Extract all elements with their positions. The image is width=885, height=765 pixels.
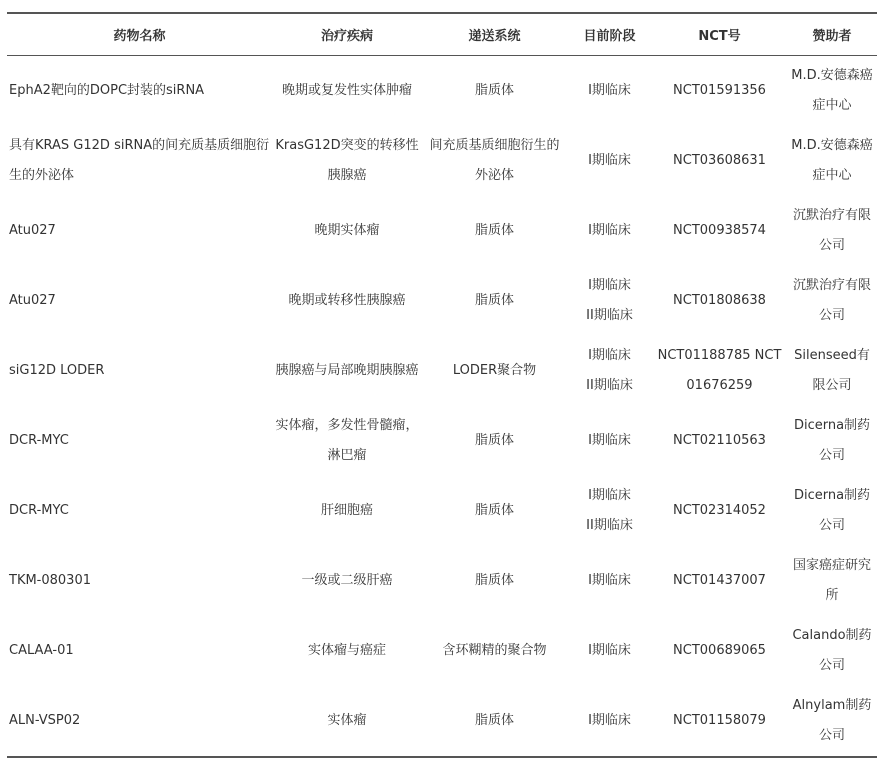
cell-drug-name: [7, 336, 272, 406]
table-row: [7, 476, 877, 546]
cell-disease: [272, 476, 422, 546]
cell-drug-name-text: Atu027: [9, 292, 56, 308]
cell-nct: [652, 616, 787, 686]
cell-disease-text: 晚期或转移性胰腺癌: [288, 292, 406, 308]
cell-drug-name: [7, 55, 272, 126]
cell-disease: [272, 336, 422, 406]
cell-disease-text: KrasG12D突变的转移性胰腺癌: [275, 137, 419, 183]
cell-sponsor-text: M.D.安德森癌症中心: [791, 137, 873, 183]
cell-delivery-system: [422, 686, 567, 757]
cell-delivery-system-text: 脂质体: [474, 572, 514, 588]
cell-delivery-system: [422, 406, 567, 476]
cell-disease: [272, 55, 422, 126]
header-nct: NCT号: [698, 28, 741, 44]
cell-disease: [272, 546, 422, 616]
cell-delivery-system-text: 脂质体: [474, 222, 514, 238]
cell-drug-name: [7, 546, 272, 616]
header-delivery-system: 递送系统: [468, 28, 521, 44]
cell-delivery-system: [422, 55, 567, 126]
cell-drug-name-text: DCR-MYC: [9, 432, 69, 448]
cell-sponsor-text: 国家癌症研究所: [792, 557, 871, 603]
cell-delivery-system-text: 脂质体: [474, 432, 514, 448]
cell-nct: [652, 266, 787, 336]
cell-delivery-system: [422, 546, 567, 616]
cell-disease-text: 一级或二级肝癌: [301, 572, 393, 588]
cell-stage: [567, 476, 652, 546]
table-row: [7, 616, 877, 686]
cell-drug-name-text: CALAA-01: [9, 642, 74, 658]
cell-stage-text: I期临床: [588, 277, 631, 293]
cell-drug-name: [7, 616, 272, 686]
cell-sponsor: [787, 266, 877, 336]
cell-stage: [567, 126, 652, 196]
cell-drug-name: [7, 126, 272, 196]
header-drug-name: 药物名称: [113, 28, 166, 44]
cell-stage-text: I期临床: [588, 572, 631, 588]
cell-delivery-system-text: 含环糊精的聚合物: [442, 642, 547, 658]
cell-stage: [567, 616, 652, 686]
cell-nct-text: NCT01591356: [673, 82, 766, 98]
cell-stage-text: I期临床: [588, 82, 631, 98]
cell-disease-text: 晚期实体瘤: [314, 222, 380, 238]
cell-delivery-system-text: LODER聚合物: [452, 362, 537, 378]
table-row: [7, 336, 877, 406]
cell-sponsor: [787, 196, 877, 266]
cell-disease-text: 胰腺癌与局部晚期胰腺癌: [275, 362, 419, 378]
cell-stage: [567, 55, 652, 126]
cell-nct: [652, 546, 787, 616]
cell-nct-text: NCT01188785 NCT01676259: [657, 347, 782, 393]
cell-drug-name: [7, 266, 272, 336]
cell-stage-text: I期临床: [588, 432, 631, 448]
cell-sponsor: [787, 55, 877, 126]
cell-sponsor: [787, 616, 877, 686]
cell-nct-text: NCT01808638: [673, 292, 766, 308]
cell-delivery-system: [422, 336, 567, 406]
cell-stage-text-2: II期临床: [586, 517, 633, 533]
drug-table: [7, 12, 877, 758]
cell-stage: [567, 336, 652, 406]
cell-nct-text: NCT01158079: [673, 712, 766, 728]
cell-stage: [567, 266, 652, 336]
cell-delivery-system: [422, 476, 567, 546]
cell-sponsor-text: Dicerna制药公司: [793, 487, 871, 533]
cell-stage-text: I期临床: [588, 152, 631, 168]
cell-sponsor: [787, 336, 877, 406]
cell-drug-name-text: Atu027: [9, 222, 56, 238]
cell-sponsor-text: Silenseed有限公司: [794, 347, 870, 393]
cell-nct-text: NCT03608631: [673, 152, 766, 168]
cell-nct-text: NCT02110563: [673, 432, 766, 448]
cell-disease-text: 实体瘤: [327, 712, 367, 728]
cell-drug-name: [7, 686, 272, 757]
cell-drug-name-text: TKM-080301: [9, 572, 91, 588]
cell-stage-text-2: II期临床: [586, 307, 633, 323]
cell-stage-text: I期临床: [588, 347, 631, 363]
cell-nct: [652, 406, 787, 476]
cell-delivery-system-text: 脂质体: [474, 712, 514, 728]
cell-disease-text: 实体瘤与癌症: [307, 642, 386, 658]
cell-sponsor: [787, 126, 877, 196]
table-header: [7, 13, 877, 55]
header-sponsor: 赞助者: [812, 28, 852, 44]
cell-disease-text: 实体瘤，多发性骨髓瘤，淋巴瘤: [275, 417, 419, 463]
cell-drug-name-text: ALN-VSP02: [9, 712, 81, 728]
cell-stage-text: I期临床: [588, 712, 631, 728]
cell-delivery-system-text: 脂质体: [474, 292, 514, 308]
cell-nct: [652, 55, 787, 126]
cell-delivery-system: [422, 196, 567, 266]
cell-sponsor: [787, 546, 877, 616]
cell-sponsor-text: M.D.安德森癌症中心: [791, 67, 873, 113]
header-row: [7, 13, 877, 55]
cell-drug-name: [7, 196, 272, 266]
cell-disease: [272, 616, 422, 686]
cell-stage-text-2: II期临床: [586, 377, 633, 393]
cell-delivery-system: [422, 126, 567, 196]
table-row: [7, 546, 877, 616]
cell-sponsor-text: Calando制药公司: [792, 627, 872, 673]
cell-nct-text: NCT00689065: [673, 642, 766, 658]
cell-delivery-system: [422, 266, 567, 336]
cell-sponsor-text: Dicerna制药公司: [793, 417, 871, 463]
cell-disease: [272, 126, 422, 196]
cell-delivery-system: [422, 616, 567, 686]
cell-nct: [652, 196, 787, 266]
cell-stage-text: I期临床: [588, 222, 631, 238]
cell-drug-name-text: EphA2靶向的DOPC封装的siRNA: [9, 82, 205, 98]
cell-drug-name: [7, 406, 272, 476]
cell-sponsor: [787, 686, 877, 757]
cell-nct-text: NCT00938574: [673, 222, 766, 238]
table-row: [7, 126, 877, 196]
cell-delivery-system-text: 脂质体: [474, 502, 514, 518]
cell-sponsor-text: 沉默治疗有限公司: [792, 277, 871, 323]
header-disease: 治疗疾病: [320, 28, 373, 44]
cell-stage-text: I期临床: [588, 642, 631, 658]
cell-stage: [567, 686, 652, 757]
cell-sponsor-text: 沉默治疗有限公司: [792, 207, 871, 253]
cell-disease: [272, 196, 422, 266]
cell-stage: [567, 406, 652, 476]
table-row: [7, 266, 877, 336]
cell-stage: [567, 546, 652, 616]
cell-stage-text: I期临床: [588, 487, 631, 503]
table-body: [7, 55, 877, 757]
cell-nct: [652, 686, 787, 757]
cell-nct: [652, 336, 787, 406]
table-row: [7, 55, 877, 126]
cell-drug-name-text: DCR-MYC: [9, 502, 69, 518]
header-stage: 目前阶段: [583, 28, 636, 44]
cell-disease: [272, 686, 422, 757]
cell-sponsor: [787, 406, 877, 476]
cell-delivery-system-text: 间充质基质细胞衍生的外泌体: [429, 137, 560, 183]
table-row: [7, 686, 877, 757]
cell-stage: [567, 196, 652, 266]
cell-drug-name: [7, 476, 272, 546]
table-row: [7, 196, 877, 266]
cell-disease: [272, 266, 422, 336]
table-row: [7, 406, 877, 476]
cell-disease: [272, 406, 422, 476]
cell-disease-text: 肝细胞癌: [320, 502, 373, 518]
cell-sponsor: [787, 476, 877, 546]
cell-disease-text: 晚期或复发性实体肿瘤: [281, 82, 412, 98]
cell-nct: [652, 126, 787, 196]
cell-sponsor-text: Alnylam制药公司: [792, 697, 872, 743]
cell-drug-name-text: siG12D LODER: [9, 362, 105, 378]
cell-delivery-system-text: 脂质体: [474, 82, 514, 98]
cell-nct-text: NCT01437007: [673, 572, 766, 588]
cell-nct-text: NCT02314052: [673, 502, 766, 518]
cell-nct: [652, 476, 787, 546]
cell-drug-name-text: 具有KRAS G12D siRNA的间充质基质细胞衍生的外泌体: [9, 137, 270, 183]
